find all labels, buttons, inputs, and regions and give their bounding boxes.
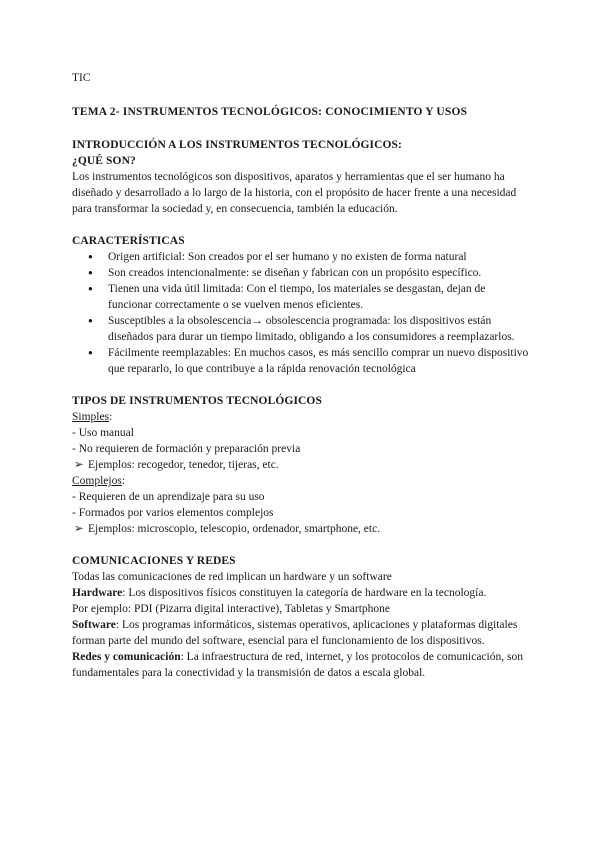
- simple-line: - No requieren de formación y preparación previa: [72, 443, 301, 455]
- list-item: ● Fácilmente reemplazables: En muchos casos, es más sencillo comprar un nuevo dispositivo que repararlo, lo que contribuye a la rápida renovación tecnológica: [88, 345, 532, 377]
- complex-label: Complejos: [72, 475, 122, 487]
- communications-heading: COMUNICACIONES Y REDES: [72, 555, 236, 567]
- document-page: [72, 70, 532, 681]
- software-paragraph: [72, 617, 532, 649]
- complex-label-line: [72, 473, 532, 489]
- complex-example-text: Ejemplos: microscopio, telescopio, ordenador, smartphone, etc.: [88, 523, 381, 535]
- networks-text: : La infraestructura de red, internet, y los protocolos de comunicación, son fundamentales para la conectividad y la transmisión de datos a escala global.: [72, 651, 523, 679]
- characteristics-section: [72, 233, 532, 377]
- simple-label-colon: :: [109, 411, 113, 423]
- software-text: : Los programas informáticos, sistemas operativos, aplicaciones y plataformas digitales forman parte del mundo del software, esencial para el funcionamiento de los dispositivos.: [72, 619, 518, 647]
- subject-label: TIC: [72, 72, 91, 84]
- complex-line: - Formados por varios elementos complejos: [72, 507, 274, 519]
- list-item: ● Son creados intencionalmente: se diseñan y fabrican con un propósito específico.: [88, 265, 532, 281]
- types-section: [72, 393, 532, 537]
- characteristics-list: [72, 249, 532, 377]
- intro-paragraph: Los instrumentos tecnológicos son dispositivos, aparatos y herramientas que el ser humano ha diseñado y desarrollado a lo largo de la historia, con el propósito de hacer frente a una necesidad para transformar la sociedad y, en consecuencia, también la educación.: [72, 171, 517, 215]
- list-item: ● Susceptibles a la obsolescencia→ obsolescencia programada: los dispositivos están diseñados para durar un tiempo limitado, obligando a los consumidores a reemplazarlos.: [88, 313, 532, 345]
- characteristics-heading: CARACTERÍSTICAS: [72, 235, 185, 247]
- simple-example-text: Ejemplos: recogedor, tenedor, tijeras, etc.: [88, 459, 279, 471]
- page-title: TEMA 2- INSTRUMENTOS TECNOLÓGICOS: CONOCIMIENTO Y USOS: [72, 106, 468, 118]
- intro-heading: INTRODUCCIÓN A LOS INSTRUMENTOS TECNOLÓGICOS:: [72, 139, 402, 151]
- hardware-example: Por ejemplo: PDI (Pizarra digital interactive), Tabletas y Smartphone: [72, 603, 391, 615]
- hardware-term: Hardware: [72, 587, 123, 599]
- hardware-text: : Los dispositivos físicos constituyen la categoría de hardware en la tecnología.: [122, 587, 487, 599]
- networks-term: Redes y comunicación: [72, 651, 181, 663]
- simple-label: Simples: [72, 411, 110, 423]
- software-term: Software: [72, 619, 116, 631]
- complex-example: [72, 521, 532, 537]
- list-item: ● Origen artificial: Son creados por el ser humano y no existen de forma natural: [88, 249, 532, 265]
- complex-label-colon: :: [121, 475, 126, 487]
- complex-line: - Requieren de un aprendizaje para su uso: [72, 491, 265, 503]
- simple-line: - Uso manual: [72, 427, 134, 439]
- communications-section: [72, 553, 532, 681]
- intro-section: [72, 137, 532, 217]
- simple-example: [72, 457, 532, 473]
- list-item: ● Tienen una vida útil limitada: Con el tiempo, los materiales se desgastan, dejan de funcionar correctamente o se vuelven menos eficientes.: [88, 281, 532, 313]
- intro-subheading: ¿QUÉ SON?: [72, 155, 136, 167]
- hardware-paragraph: [72, 585, 532, 601]
- arrow-bullet-icon: ➢: [74, 523, 84, 535]
- simple-label-line: [72, 409, 532, 425]
- networks-paragraph: [72, 649, 532, 681]
- types-heading: TIPOS DE INSTRUMENTOS TECNOLÓGICOS: [72, 395, 322, 407]
- communications-intro: Todas las comunicaciones de red implican un hardware y un software: [72, 571, 392, 583]
- arrow-bullet-icon: ➢: [74, 459, 84, 471]
